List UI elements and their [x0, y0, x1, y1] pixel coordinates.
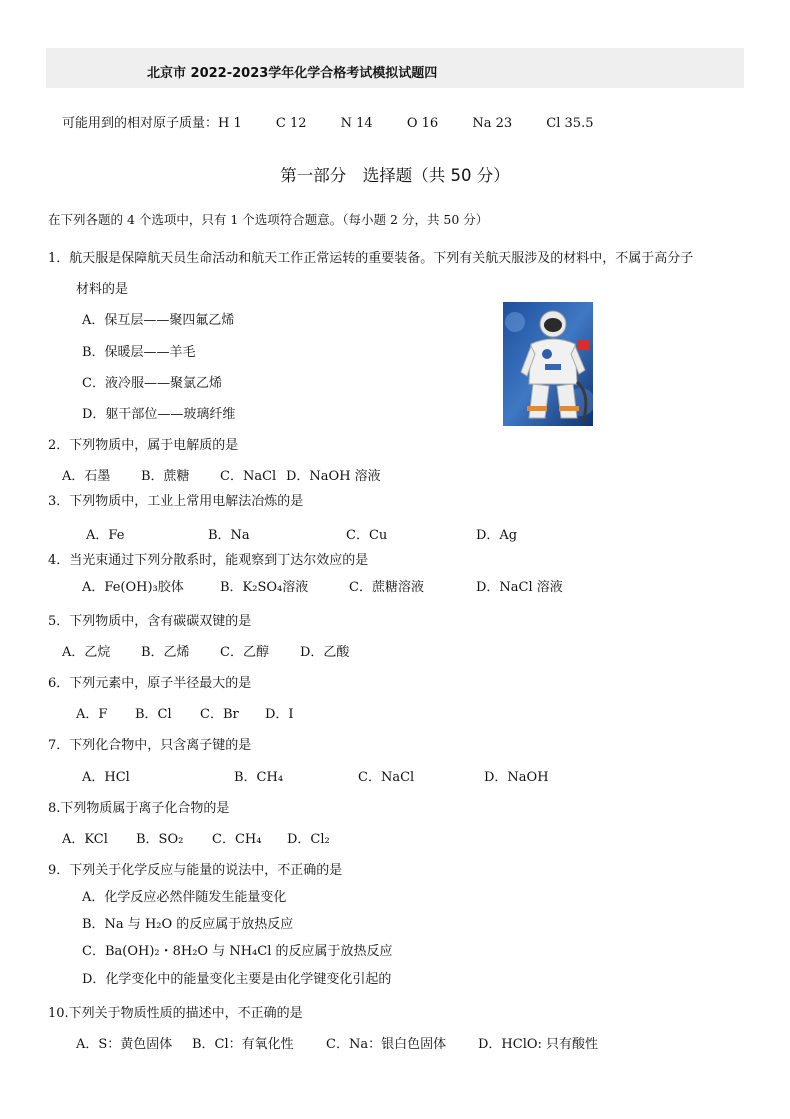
- question-2-option-c: C．NaCl: [220, 469, 277, 484]
- question-4-option-c: C．蔗糖溶液: [349, 580, 424, 595]
- section-title: 第一部分 选择题（共 50 分）: [280, 166, 510, 185]
- atomic-masses: [62, 112, 593, 131]
- question-8-option-d: D．Cl₂: [287, 832, 330, 847]
- section-instruction: 在下列各题的 4 个选项中，只有 1 个选项符合题意。（每小题 2 分，共 50 分）: [48, 212, 489, 227]
- question-9-option-c: C．Ba(OH)₂・8H₂O 与 NH₄Cl 的反应属于放热反应: [82, 944, 393, 959]
- mass-item: C 12: [275, 116, 307, 131]
- question-9-stem: 9．下列关于化学反应与能量的说法中，不正确的是: [48, 863, 343, 878]
- question-3-stem: 3．下列物质中，工业上常用电解法冶炼的是: [48, 494, 304, 509]
- question-1-option-a: A．保互层——聚四氟乙烯: [82, 313, 235, 328]
- question-1-option-c: C．液冷服——聚氯乙烯: [82, 376, 222, 391]
- question-3-option-c: C．Cu: [346, 528, 388, 543]
- question-4-option-d: D．NaCl 溶液: [476, 580, 563, 595]
- question-6-option-b: B．Cl: [135, 707, 172, 722]
- mass-item: N 14: [340, 116, 373, 131]
- question-1-stem-cont: 材料的是: [76, 282, 129, 297]
- question-5-option-c: C．乙醇: [220, 645, 269, 660]
- question-10-option-c: C．Na：银白色固体: [326, 1037, 447, 1052]
- question-10-stem: 10.下列关于物质性质的描述中，不正确的是: [48, 1006, 303, 1021]
- question-8-option-b: B．SO₂: [136, 832, 184, 847]
- question-9-option-d: D．化学变化中的能量变化主要是由化学键变化引起的: [82, 972, 392, 987]
- question-8-stem: 8.下列物质属于离子化合物的是: [48, 801, 230, 816]
- question-2-stem: 2．下列物质中，属于电解质的是: [48, 438, 239, 453]
- question-3-option-b: B．Na: [208, 528, 250, 543]
- question-10-option-a: A．S：黄色固体: [76, 1037, 173, 1052]
- mass-item: O 16: [406, 116, 439, 131]
- document-title: 北京市 2022-2023学年化学合格考试模拟试题四: [147, 66, 438, 81]
- question-6-stem: 6．下列元素中，原子半径最大的是: [48, 676, 252, 691]
- question-10-option-b: B．Cl：有氧化性: [192, 1037, 294, 1052]
- question-9-option-a: A．化学反应必然伴随发生能量变化: [82, 890, 287, 905]
- question-5-option-a: A．乙烷: [62, 645, 111, 660]
- question-6-option-a: A．F: [76, 707, 108, 722]
- question-9-option-b: B．Na 与 H₂O 的反应属于放热反应: [82, 917, 294, 932]
- question-8-option-c: C．CH₄: [212, 832, 262, 847]
- question-1-stem: 1．航天服是保障航天员生命活动和航天工作正常运转的重要装备。下列有关航天服涉及的材料中，不属于高分子: [48, 251, 694, 266]
- question-4-option-a: A．Fe(OH)₃胶体: [82, 580, 184, 595]
- question-6-option-c: C．Br: [200, 707, 239, 722]
- question-7-option-c: C．NaCl: [358, 770, 415, 785]
- question-4-stem: 4．当光束通过下列分散系时，能观察到丁达尔效应的是: [48, 553, 369, 568]
- question-7-option-d: D．NaOH: [484, 770, 549, 785]
- question-7-option-b: B．CH₄: [234, 770, 284, 785]
- question-6-option-d: D．I: [265, 707, 294, 722]
- mass-label: 可能用到的相对原子质量：H 1: [62, 116, 242, 131]
- question-5-option-d: D．乙酸: [300, 645, 350, 660]
- question-1-option-d: D．躯干部位——玻璃纤维: [82, 407, 236, 422]
- question-3-option-a: A．Fe: [86, 528, 125, 543]
- question-5-stem: 5．下列物质中，含有碳碳双键的是: [48, 614, 252, 629]
- mass-item: Na 23: [472, 116, 513, 131]
- question-7-stem: 7．下列化合物中，只含离子键的是: [48, 738, 252, 753]
- question-2-option-b: B．蔗糖: [141, 469, 190, 484]
- question-5-option-b: B．乙烯: [141, 645, 190, 660]
- question-7-option-a: A．HCl: [82, 770, 130, 785]
- question-2-option-a: A．石墨: [62, 469, 111, 484]
- question-3-option-d: D．Ag: [476, 528, 518, 543]
- mass-item: Cl 35.5: [546, 116, 594, 131]
- question-8-option-a: A．KCl: [62, 832, 108, 847]
- question-2-option-d: D．NaOH 溶液: [286, 469, 381, 484]
- question-10-option-d: D．HClO: 只有酸性: [478, 1037, 599, 1052]
- question-1-option-b: B．保暖层——羊毛: [82, 345, 196, 360]
- astronaut-spacesuit-image: [503, 302, 593, 426]
- question-4-option-b: B．K₂SO₄溶液: [220, 580, 309, 595]
